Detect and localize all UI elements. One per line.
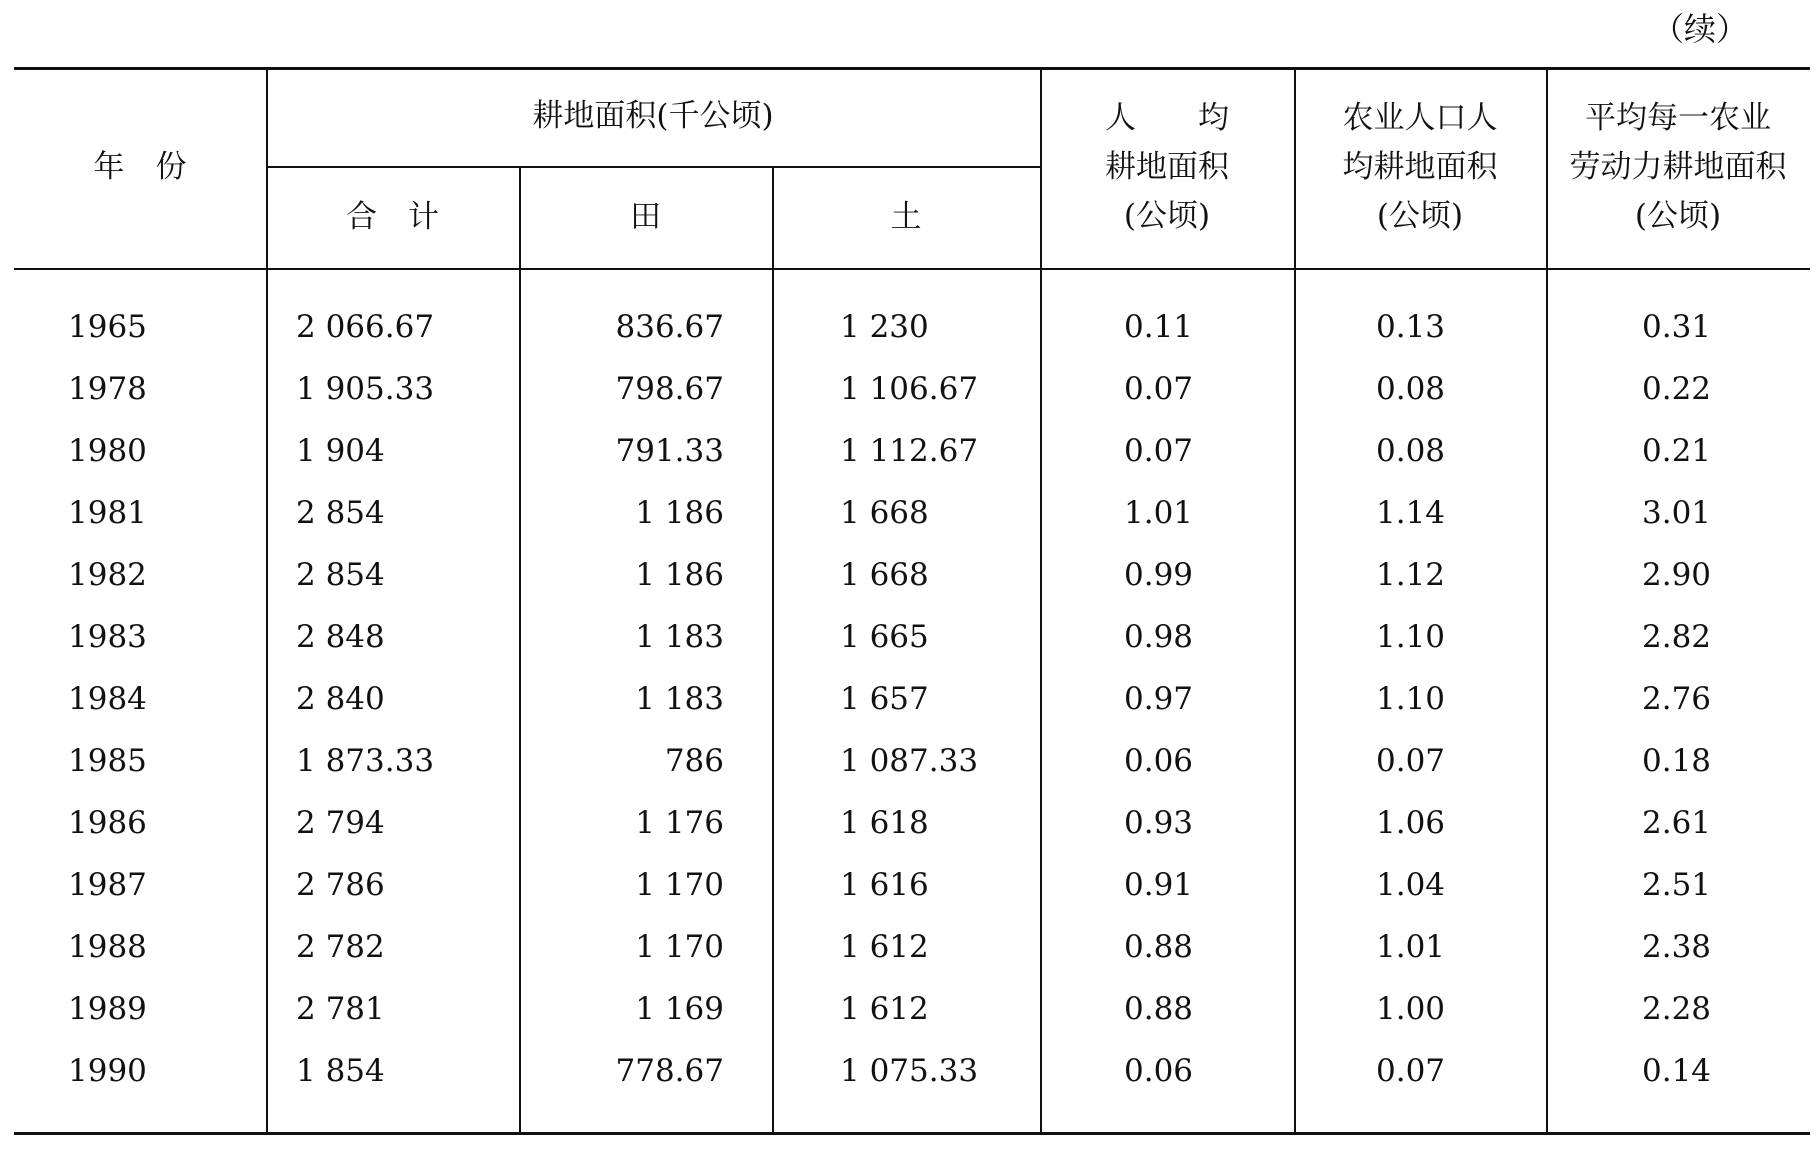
header-per-agri-labor (1546, 67, 1810, 268)
total-cell: 2 066.67 (296, 309, 435, 345)
total-cell: 1 854 (296, 1053, 385, 1089)
year-cell: 1990 (68, 1053, 147, 1089)
dry-cell: 1 612 (840, 991, 929, 1027)
bottom-rule (14, 1132, 1810, 1135)
dry-cell: 1 612 (840, 929, 929, 965)
per-agri-pop-cell: 0.07 (1376, 1053, 1446, 1089)
year-cell: 1988 (68, 929, 147, 965)
per-agri-labor-cell: 2.38 (1642, 929, 1712, 965)
arable-land-table (14, 67, 1810, 1135)
per-capita-cell: 0.91 (1124, 867, 1194, 903)
per-capita-cell: 0.98 (1124, 619, 1194, 655)
dry-cell: 1 087.33 (840, 743, 979, 779)
per-agri-pop-cell: 1.14 (1376, 495, 1446, 531)
header-per-agri-pop-line: (公顷) (1376, 198, 1464, 234)
year-cell: 1980 (68, 433, 147, 469)
dry-cell: 1 106.67 (840, 371, 979, 407)
header-arable-area (266, 67, 1040, 166)
table-row (14, 978, 1810, 1040)
paddy-cell: 1 183 (635, 619, 724, 655)
per-agri-pop-cell: 1.01 (1376, 929, 1446, 965)
per-capita-cell: 0.97 (1124, 681, 1194, 717)
dry-cell: 1 668 (840, 557, 929, 593)
header-paddy-label: 田 (630, 199, 661, 235)
total-cell: 2 786 (296, 867, 385, 903)
paddy-cell: 1 186 (635, 495, 724, 531)
per-capita-cell: 0.11 (1124, 309, 1194, 345)
per-capita-cell: 0.88 (1124, 929, 1194, 965)
dry-cell: 1 112.67 (840, 433, 979, 469)
header-arable-area-label: 耕地面积(千公顷) (532, 98, 774, 134)
header-paddy (519, 167, 772, 268)
header-per-agri-pop-line: 农业人口人 (1342, 100, 1498, 136)
header-year (14, 67, 266, 268)
per-agri-pop-cell: 1.10 (1376, 681, 1446, 717)
header-total (266, 167, 519, 268)
table-row (14, 358, 1810, 420)
paddy-cell: 836.67 (615, 309, 724, 345)
header-year-label: 年 份 (93, 149, 187, 185)
total-cell: 2 781 (296, 991, 385, 1027)
per-capita-cell: 0.07 (1124, 371, 1194, 407)
table-row (14, 916, 1810, 978)
per-agri-labor-cell: 2.61 (1642, 805, 1712, 841)
per-agri-pop-cell: 0.13 (1376, 309, 1446, 345)
header-per-capita (1040, 67, 1294, 268)
table-row (14, 668, 1810, 730)
year-cell: 1982 (68, 557, 147, 593)
paddy-cell: 1 176 (635, 805, 724, 841)
per-capita-cell: 0.06 (1124, 1053, 1194, 1089)
per-capita-cell: 0.99 (1124, 557, 1194, 593)
per-capita-cell: 1.01 (1124, 495, 1194, 531)
total-cell: 1 873.33 (296, 743, 435, 779)
total-cell: 1 904 (296, 433, 385, 469)
year-cell: 1984 (68, 681, 147, 717)
dry-cell: 1 230 (840, 309, 929, 345)
per-agri-pop-cell: 1.12 (1376, 557, 1446, 593)
total-cell: 2 794 (296, 805, 385, 841)
year-cell: 1965 (68, 309, 147, 345)
header-total-label: 合 计 (346, 199, 439, 235)
per-agri-labor-cell: 0.31 (1642, 309, 1712, 345)
table-row (14, 544, 1810, 606)
table-row (14, 482, 1810, 544)
paddy-cell: 1 170 (635, 929, 724, 965)
per-agri-labor-cell: 2.28 (1642, 991, 1712, 1027)
per-agri-pop-cell: 1.00 (1376, 991, 1446, 1027)
header-per-agri-labor-line: (公顷) (1634, 198, 1722, 234)
table-row (14, 606, 1810, 668)
total-cell: 1 905.33 (296, 371, 435, 407)
paddy-cell: 791.33 (615, 433, 724, 469)
per-agri-labor-cell: 2.82 (1642, 619, 1712, 655)
per-agri-labor-cell: 3.01 (1642, 495, 1712, 531)
dry-cell: 1 616 (840, 867, 929, 903)
total-cell: 2 854 (296, 557, 385, 593)
year-cell: 1989 (68, 991, 147, 1027)
dry-cell: 1 665 (840, 619, 929, 655)
continued-label: （续） (1651, 10, 1748, 48)
header-per-agri-labor-line: 劳动力耕地面积 (1569, 149, 1787, 185)
table-row (14, 296, 1810, 358)
dry-cell: 1 618 (840, 805, 929, 841)
total-cell: 2 854 (296, 495, 385, 531)
header-per-agri-labor-line: 平均每一农业 (1585, 100, 1771, 136)
paddy-cell: 1 169 (635, 991, 724, 1027)
table-row (14, 420, 1810, 482)
table-row (14, 1040, 1810, 1102)
year-cell: 1985 (68, 743, 147, 779)
per-agri-labor-cell: 0.21 (1642, 433, 1712, 469)
dry-cell: 1 075.33 (840, 1053, 979, 1089)
per-capita-cell: 0.06 (1124, 743, 1194, 779)
table-row (14, 792, 1810, 854)
paddy-cell: 798.67 (615, 371, 724, 407)
paddy-cell: 778.67 (615, 1053, 724, 1089)
per-agri-pop-cell: 0.08 (1376, 371, 1446, 407)
header-per-agri-pop-line: 均耕地面积 (1342, 149, 1498, 185)
year-cell: 1978 (68, 371, 147, 407)
dry-cell: 1 668 (840, 495, 929, 531)
per-capita-cell: 0.93 (1124, 805, 1194, 841)
per-agri-labor-cell: 2.51 (1642, 867, 1712, 903)
per-agri-pop-cell: 1.04 (1376, 867, 1446, 903)
header-dry (772, 167, 1040, 268)
year-cell: 1981 (68, 495, 147, 531)
per-agri-labor-cell: 2.90 (1642, 557, 1712, 593)
header-per-capita-line: 耕地面积 (1105, 149, 1229, 185)
total-cell: 2 782 (296, 929, 385, 965)
per-agri-labor-cell: 0.18 (1642, 743, 1712, 779)
table-row (14, 854, 1810, 916)
dry-cell: 1 657 (840, 681, 929, 717)
total-cell: 2 840 (296, 681, 385, 717)
paddy-cell: 1 186 (635, 557, 724, 593)
year-cell: 1983 (68, 619, 147, 655)
table-row (14, 730, 1810, 792)
header-per-capita-line: (公顷) (1123, 198, 1211, 234)
year-cell: 1986 (68, 805, 147, 841)
per-agri-pop-cell: 1.10 (1376, 619, 1446, 655)
per-agri-labor-cell: 2.76 (1642, 681, 1712, 717)
per-agri-pop-cell: 0.08 (1376, 433, 1446, 469)
paddy-cell: 1 183 (635, 681, 724, 717)
header-bottom-rule (14, 268, 1810, 270)
per-capita-cell: 0.88 (1124, 991, 1194, 1027)
per-agri-pop-cell: 0.07 (1376, 743, 1446, 779)
per-agri-labor-cell: 0.22 (1642, 371, 1712, 407)
total-cell: 2 848 (296, 619, 385, 655)
header-per-agri-pop (1294, 67, 1546, 268)
per-capita-cell: 0.07 (1124, 433, 1194, 469)
paddy-cell: 1 170 (635, 867, 724, 903)
per-agri-pop-cell: 1.06 (1376, 805, 1446, 841)
paddy-cell: 786 (664, 743, 724, 779)
header-per-capita-line: 人 均 (1105, 100, 1229, 136)
per-agri-labor-cell: 0.14 (1642, 1053, 1712, 1089)
year-cell: 1987 (68, 867, 147, 903)
header-dry-label: 土 (890, 199, 922, 235)
